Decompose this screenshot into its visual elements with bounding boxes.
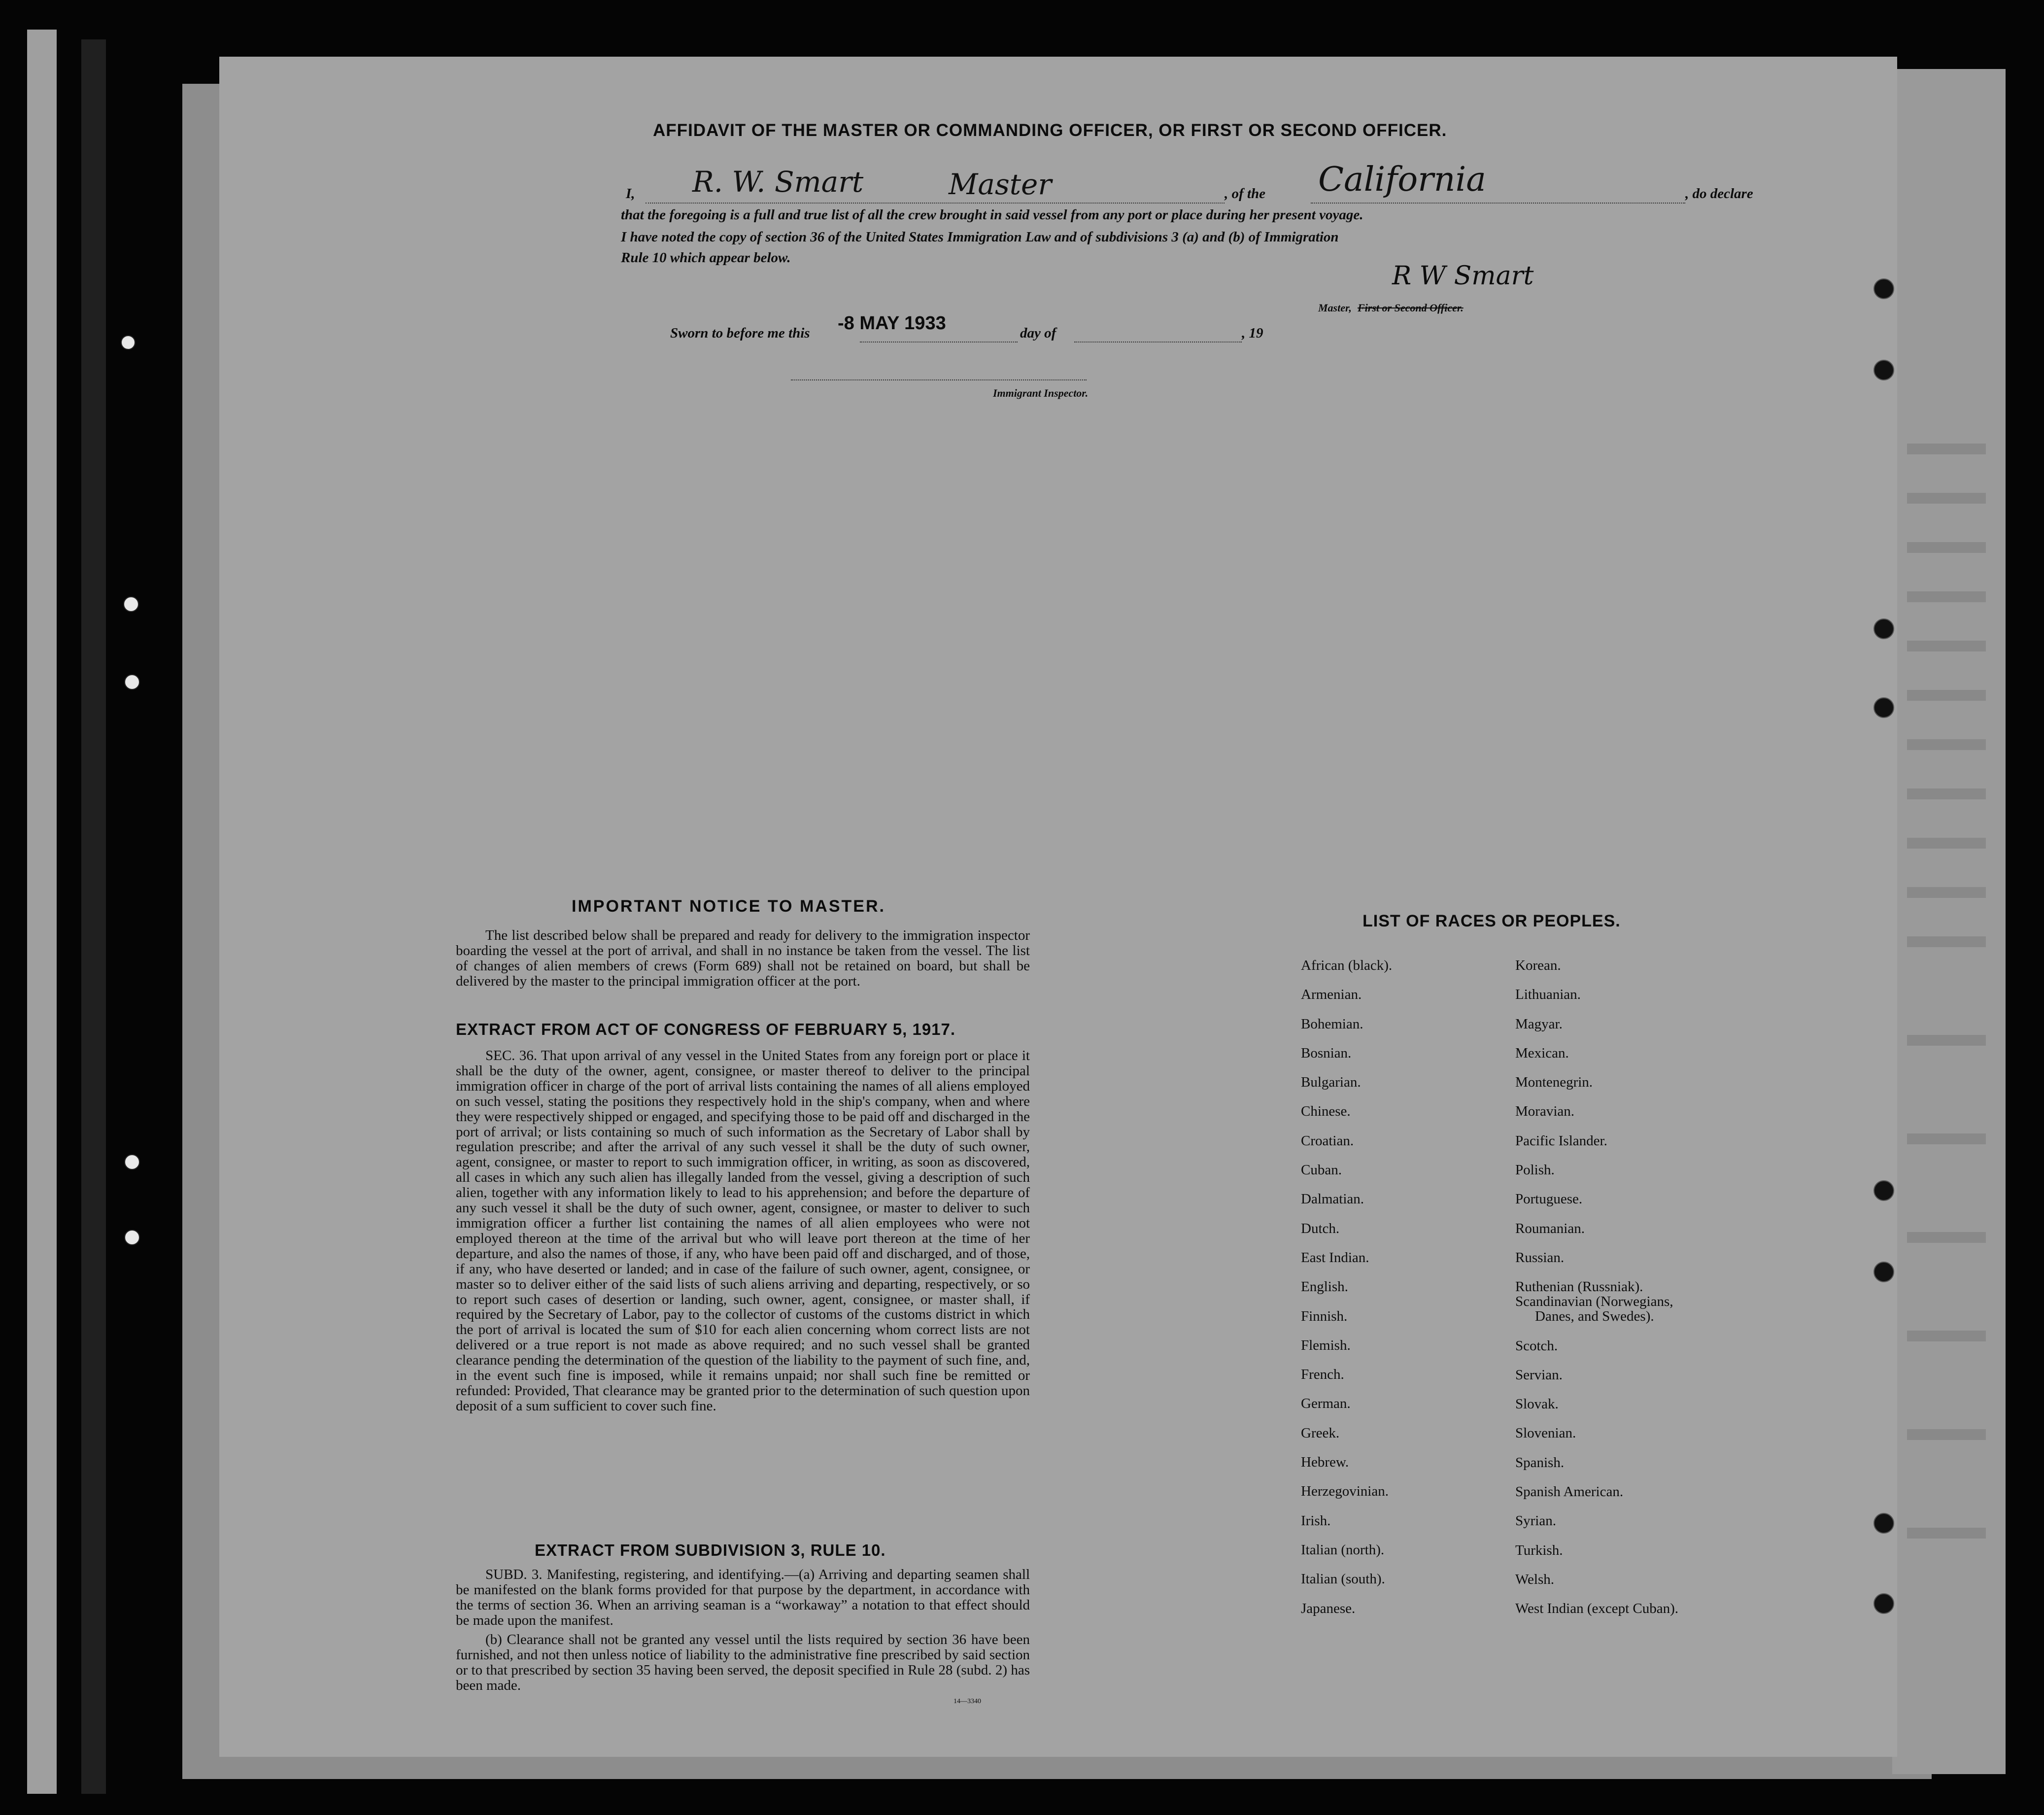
binding-shadow [81, 39, 106, 1794]
race-item: Ruthenian (Russniak). [1515, 1279, 1643, 1295]
binding-strip [27, 30, 57, 1794]
races-right-column [1515, 958, 1678, 1630]
race-item: Lithuanian. [1515, 987, 1581, 1003]
punch-hole [124, 1230, 140, 1245]
punch-hole [123, 596, 139, 612]
race-item: Turkish. [1515, 1542, 1563, 1558]
date-stamp: -8 MAY 1933 [838, 313, 946, 334]
race-item: English. [1301, 1279, 1348, 1295]
race-item: Roumanian. [1515, 1220, 1585, 1236]
punch-hole [1874, 360, 1894, 380]
extract-rule-para-a: SUBD. 3. Manifesting, registering, and identifying.—(a) Arriving and departing seamen shall be manifested on the blank forms provided for that purpose by the department, in accordance with the terms of section 36. When an arriving seaman is a “workaway” a notation to that effect should be made upon the manifest. [456, 1567, 1030, 1628]
punch-hole [1874, 1262, 1894, 1282]
race-item: East Indian. [1301, 1249, 1369, 1266]
punch-hole [1874, 1593, 1894, 1614]
extract-act-title: EXTRACT FROM ACT OF CONGRESS OF FEBRUARY 5, 1917. [456, 1020, 956, 1038]
race-item: Japanese. [1301, 1600, 1356, 1616]
master-name-handwritten: R. W. Smart [692, 165, 864, 199]
punch-hole [124, 1154, 140, 1170]
underlying-page-edge [1892, 69, 2006, 1774]
punch-hole [1874, 278, 1894, 299]
race-item: Bohemian. [1301, 1016, 1363, 1032]
punch-hole [1874, 618, 1894, 639]
race-item: Magyar. [1515, 1016, 1563, 1032]
race-item: Syrian. [1515, 1513, 1556, 1529]
race-item: Moravian. [1515, 1103, 1574, 1120]
form-number: 14—3340 [954, 1698, 981, 1705]
races-title: LIST OF RACES OR PEOPLES. [1363, 912, 1621, 930]
extract-rule-para-b: (b) Clearance shall not be granted any vessel until the lists required by section 36 have been furnished, and not then unless notice of liability to the administrative fine prescribed by said section or to that prescribed by section 35 having been served, the deposit specified in Rule 28 (subd. 2) has been made. [456, 1632, 1030, 1693]
race-item: Slovenian. [1515, 1425, 1576, 1441]
race-item: Bosnian. [1301, 1045, 1352, 1061]
inspector-label: Immigrant Inspector. [993, 387, 1089, 399]
race-item: Flemish. [1301, 1337, 1351, 1353]
affidavit-page [219, 57, 1897, 1757]
race-item: Russian. [1515, 1249, 1565, 1266]
race-item: French. [1301, 1367, 1344, 1383]
race-item: Italian (south). [1301, 1571, 1385, 1587]
race-item: Finnish. [1301, 1308, 1348, 1324]
race-item: Slovak. [1515, 1396, 1559, 1412]
race-item: Chinese. [1301, 1103, 1351, 1120]
races-left-column [1301, 958, 1392, 1630]
notice-title: IMPORTANT NOTICE TO MASTER. [572, 897, 886, 916]
affidavit-line-4: Rule 10 which appear below. [621, 250, 791, 266]
race-item: Korean. [1515, 958, 1561, 973]
year-prefix-label: , 19 [1242, 325, 1263, 341]
race-item: Spanish American. [1515, 1484, 1624, 1500]
race-item: Montenegrin. [1515, 1074, 1593, 1091]
race-item: Greek. [1301, 1425, 1340, 1441]
race-item: Croatian. [1301, 1132, 1354, 1149]
race-item: Dalmatian. [1301, 1191, 1364, 1207]
extract-rule-title: EXTRACT FROM SUBDIVISION 3, RULE 10. [535, 1541, 886, 1559]
race-item: Pacific Islander. [1515, 1132, 1607, 1149]
race-item: Italian (north). [1301, 1541, 1385, 1558]
race-item: German. [1301, 1396, 1351, 1412]
race-item: Bulgarian. [1301, 1074, 1361, 1091]
signature-caption-master: Master, [1318, 302, 1352, 314]
master-signature: R W Smart [1392, 261, 1534, 291]
punch-hole [1874, 1180, 1894, 1201]
of-the-label: , of the [1225, 186, 1265, 202]
vessel-name-handwritten: California [1318, 160, 1486, 199]
race-item: Irish. [1301, 1512, 1331, 1529]
race-item: Scandinavian (Norwegians, [1515, 1294, 1673, 1310]
signature-caption-struck: First or Second Officer. [1358, 302, 1464, 314]
race-item: Spanish. [1515, 1454, 1565, 1471]
race-item: Dutch. [1301, 1220, 1340, 1236]
day-of-label: day of [1020, 325, 1056, 341]
sworn-label: Sworn to before me this [670, 325, 810, 341]
punch-hole-top [121, 335, 136, 350]
race-item: African (black). [1301, 958, 1393, 973]
affidavit-line-2: that the foregoing is a full and true list of all the crew brought in said vessel from any port or place during her present voyage. [621, 207, 1363, 223]
race-item: Portuguese. [1515, 1191, 1583, 1207]
punch-hole [1874, 1513, 1894, 1534]
race-item: West Indian (except Cuban). [1515, 1601, 1679, 1617]
race-item: Welsh. [1515, 1571, 1555, 1587]
name-dotted-line [646, 203, 1225, 204]
rank-handwritten: Master [949, 168, 1052, 201]
vessel-dotted-line [1311, 203, 1685, 204]
race-item: Servian. [1515, 1367, 1563, 1383]
affidavit-i-label: I, [626, 186, 635, 202]
race-item: Cuban. [1301, 1162, 1342, 1178]
affidavit-line-3: I have noted the copy of section 36 of the United States Immigration Law and of subdivisions 3 (a) and (b) of Immigration [621, 229, 1339, 245]
punch-hole [1874, 697, 1894, 718]
affidavit-title: AFFIDAVIT OF THE MASTER OR COMMANDING OFFICER, OR FIRST OR SECOND OFFICER. [653, 121, 1447, 140]
race-item: Hebrew. [1301, 1454, 1349, 1471]
inspector-dotted-line [791, 379, 1087, 380]
notice-text: The list described below shall be prepared and ready for delivery to the immigration inspector boarding the vessel at the port of arrival, and shall in no instance be taken from the vessel. The list of changes of alien members of crews (Form 689) shall not be retained on board, but shall be delivered by the master to the principal immigration officer at the port. [456, 927, 1030, 989]
extract-act-text: SEC. 36. That upon arrival of any vessel in the United States from any foreign port or place it shall be the duty of the owner, agent, consignee, or master thereof to deliver to the principal immigration officer in charge of the port of arrival lists containing the names of all aliens employed on such vessel, stating the positions they respectively hold in the ship's company, when and where they were respectively shipped or engaged, and specifying those to be paid off and discharged in the port of arrival; or lists containing so much of such information as the Secretary of Labor shall by regulation prescribe; and after the arrival of any such vessel it shall be the duty of such owner, agent, consignee, or master to report to such immigration officer, in writing, as soon as discovered, all cases in which any such alien has illegally landed from the vessel, giving a description of such alien, together with any information likely to lead to his apprehension; and before the departure of any such vessel it shall be the duty of such owner, agent, consignee, or master to deliver to such immigration officer a further list containing the names of all alien employees who were not employed thereon at the time of the arrival but who will leave port thereon at the time of her departure, and also the names of those, if any, who have been paid off and discharged, and of those, if any, who have deserted or landed; and in case of the failure of such owner, agent, consignee, or master so to deliver either of the said lists of such aliens arriving and departing, respectively, or so to report such cases of desertion or landing, such owner, agent, consignee, or master shall, if required by the Secretary of Labor, pay to the collector of customs of the customs district in which the port of arrival is located the sum of $10 for each alien concerning whom correct lists are not delivered or a true report is not made as above required; and no such vessel shall be granted clearance pending the determination of the question of the liability to the payment of such fine, and, in the event such fine is imposed, while it remains unpaid; nor shall such fine be remitted or refunded: Provided, That clearance may be granted prior to the determination of such question upon deposit of a sum sufficient to cover such fine. [456, 1048, 1030, 1414]
do-declare-label: , do declare [1685, 186, 1753, 202]
race-item: Danes, and Swedes). [1535, 1308, 1654, 1325]
punch-hole [124, 674, 140, 690]
race-item: Armenian. [1301, 987, 1362, 1003]
race-item: Mexican. [1515, 1045, 1569, 1061]
race-item: Herzegovinian. [1301, 1483, 1389, 1500]
race-item: Polish. [1515, 1162, 1555, 1178]
race-item: Scotch. [1515, 1337, 1558, 1354]
